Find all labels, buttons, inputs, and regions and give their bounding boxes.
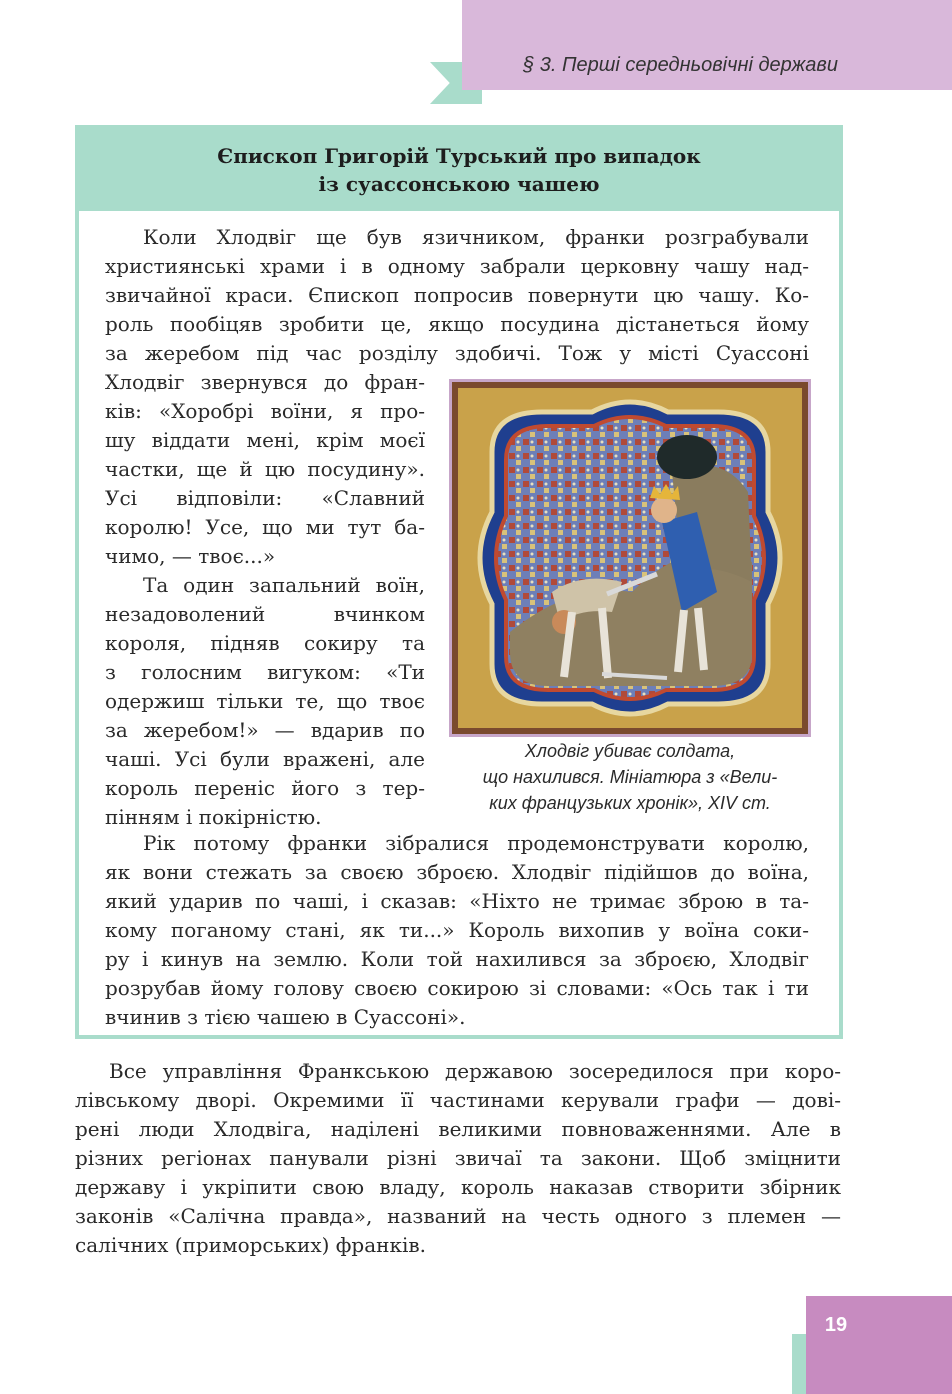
miniature-svg <box>452 382 808 734</box>
sidebar-text-line: який ударив по чаші, і сказав: «Ніхто не тримає зброю в та- <box>105 889 809 913</box>
sidebar-text-line: ру і кинув на землю. Коли той нахилився за зброєю, Хлодвіг <box>105 947 809 971</box>
body-text-line: законів «Салічна правда», названий на честь одного з племен — <box>75 1204 841 1228</box>
sidebar-text-line: Хлодвіг звернувся до фран- <box>105 370 425 394</box>
body-text-line: рені люди Хлодвіга, наділені великими повноваженнями. Але в <box>75 1117 841 1141</box>
body-text-line: лівському дворі. Окремими її частинами керували графи — дові- <box>75 1088 841 1112</box>
sidebar-text-line: Коли Хлодвіг ще був язичником, франки розграбували <box>143 225 809 249</box>
sidebar-text-line: звичайної краси. Єпископ попросив повернути цю чашу. Ко- <box>105 283 809 307</box>
caption-line: ких французьких хронік», XIV ст. <box>489 793 771 813</box>
caption-line: Хлодвіг убиває солдата, <box>524 741 736 761</box>
body-text-line: державу і укріпити свою владу, король наказав створити збірник <box>75 1175 841 1199</box>
sidebar-text-line: Усі відповіли: «Славний <box>105 486 425 510</box>
sidebar-heading <box>79 129 839 211</box>
sidebar-text-line: короля, підняв сокиру та <box>105 631 425 655</box>
sidebar-text-line: король переніс його з тер- <box>105 776 425 800</box>
page-number-strip <box>792 1334 806 1394</box>
sidebar-text-line: християнські храми і в одному забрали церковну чашу над- <box>105 254 809 278</box>
sidebar-text-line: королю! Усе, що ми тут ба- <box>105 515 425 539</box>
miniature-illustration <box>449 379 811 737</box>
body-text-line: салічних (приморських) франків. <box>75 1233 426 1257</box>
sidebar-text-line: вчинив з тією чашею в Суассоні». <box>105 1005 466 1029</box>
sidebar-text-line: як вони стежать за своєю зброєю. Хлодвіг підійшов до воїна, <box>105 860 809 884</box>
sidebar-text-line: кому поганому стані, як ти...» Король вихопив у воїна соки- <box>105 918 809 942</box>
page-number-box <box>806 1296 952 1394</box>
sidebar-text-line: одержиш тільки те, що твоє <box>105 689 425 713</box>
sidebar-text-line: чимо, — твоє...» <box>105 544 276 568</box>
sidebar-text-line: за жеребом!» — вдарив по <box>105 718 425 742</box>
sidebar-text-line: розрубав йому голову своєю сокирою зі словами: «Ось так і ти <box>105 976 809 1000</box>
section-title: § 3. Перші середньовічні держави <box>523 54 838 76</box>
sidebar-text-line: Рік потому франки зібралися продемонструвати королю, <box>143 831 809 855</box>
sidebar-text-line: роль пообіцяв зробити це, якщо посудина дістанеться йому <box>105 312 809 336</box>
sidebar-title-line-1: Єпископ Григорій Турський про випадок <box>217 144 701 168</box>
sidebar-text-line: шу віддати мені, крім моєї <box>105 428 425 452</box>
sidebar-text-line: з голосним вигуком: «Ти <box>105 660 425 684</box>
sidebar-title-line-2: із суассонською чашею <box>318 172 600 196</box>
sidebar-text-line: Та один запальний воїн, <box>143 573 425 597</box>
illustration-caption <box>420 738 840 816</box>
sidebar-text-line: ків: «Хоробрі воїни, я про- <box>105 399 425 423</box>
sidebar-text-line: чаші. Усі були вражені, але <box>105 747 425 771</box>
caption-line: що нахилився. Мініатюра з «Вели- <box>482 767 778 787</box>
sidebar-text-line: незадоволений вчинком <box>105 602 425 626</box>
sidebar-text-line: частки, ще й цю посудину». <box>105 457 425 481</box>
sidebar-text-line: пінням і покірністю. <box>105 805 322 829</box>
body-text-line: Все управління Франкською державою зосередилося при коро- <box>109 1059 841 1083</box>
sidebar-text-line: за жеребом під час розділу здобичі. Тож у місті Суассоні <box>105 341 809 365</box>
page-number: 19 <box>824 1314 848 1336</box>
body-text-line: різних регіонах панували різні звичаї та закони. Щоб зміцнити <box>75 1146 841 1170</box>
